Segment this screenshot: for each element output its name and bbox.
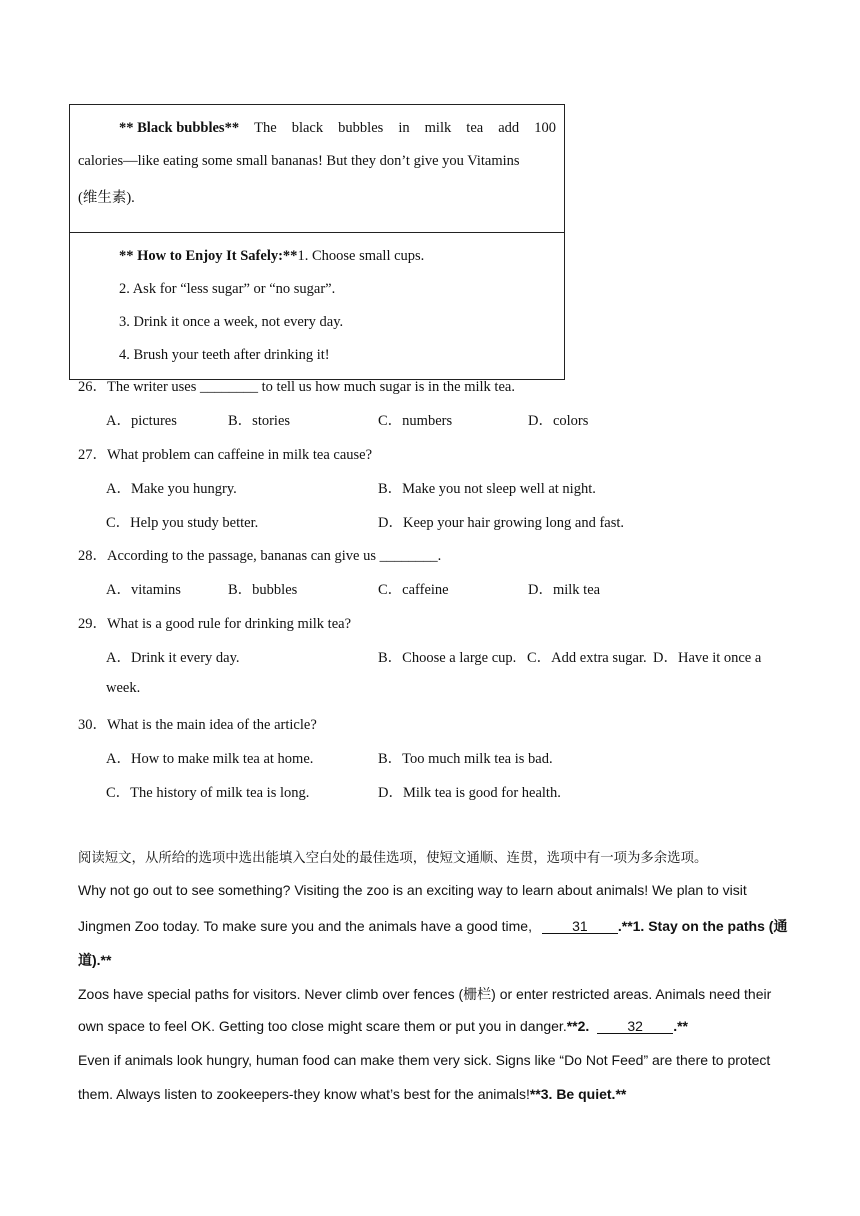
q29-option-c: C．Add extra sugar. [527,650,647,666]
q28-option-c: C．caffeine [378,582,449,598]
blank-32: 32 [597,1019,673,1034]
tip-1: 1. Choose small cups. [297,248,425,264]
question-27: 27．What problem can caffeine in milk tea cause? [78,447,373,463]
q26-option-c: C．numbers [378,413,453,429]
p1-line1 [78,120,556,137]
q29-option-b: B．Choose a large cup. [378,650,517,666]
blank-31: 31 [542,919,618,934]
q27-option-a: A．Make you hungry. [106,481,237,497]
q30-option-a: A．How to make milk tea at home. [106,751,314,767]
p1-word: tea [466,120,484,136]
q28-option-d: D．milk tea [528,582,601,598]
q29-option-d-cont: week. [106,680,141,696]
q30-option-c: C．The history of milk tea is long. [106,785,310,801]
heading-3: **3. Be quiet.** [529,1086,627,1102]
tip-4: 4. Brush your teeth after drinking it! [119,347,330,363]
q26-option-d: D．colors [528,413,589,429]
q27-option-d: D．Keep your hair growing long and fast. [378,515,625,531]
p1-word: 100 [534,120,556,136]
question-29: 29．What is a good rule for drinking milk tea? [78,616,352,632]
passage-line-2 [78,916,787,936]
passage-line-4: Zoos have special paths for visitors. Never climb over fences (栅栏) or enter restricted areas. Animals need their [78,986,772,1002]
heading-1: .**1. Stay on the paths (通 [617,918,788,934]
q29-option-a: A．Drink it every day. [106,650,240,666]
p2-line1 [78,248,556,265]
question-30: 30．What is the main idea of the article? [78,717,317,733]
section-instruction: 阅读短文，从所给的选项中选出能填入空白处的最佳选项，使短文通顺、连贯，选项中有一项为多余选项。 [78,851,708,866]
heading-2-end: .** [673,1018,688,1034]
p1-word: bubbles [338,120,384,136]
p1-word: add [498,120,520,136]
p1-word: milk [424,120,452,136]
passage-line-1: Why not go out to see something? Visiting the zoo is an exciting way to learn about animals! We plan to visit [78,882,747,898]
passage-line-7-text: them. Always listen to zookeepers-they know what’s best for the animals! [78,1086,530,1102]
heading-1-cont: 道).** [78,952,112,968]
q29-option-d: D．Have it once a [653,650,762,666]
q27-option-b: B．Make you not sleep well at night. [378,481,596,497]
q28-option-a: A．vitamins [106,582,181,598]
q28-option-b: B．bubbles [228,582,298,598]
question-26: 26．The writer uses ________ to tell us how much sugar is in the milk tea. [78,379,515,395]
q26-option-a: A．pictures [106,413,177,429]
black-bubbles-cell [70,120,564,232]
p1-line2: calories—like eating some small bananas! But they don’t give you Vitamins [78,153,520,169]
p1-word: black [291,120,324,136]
q27-option-c: C．Help you study better. [106,515,259,531]
tip-3: 3. Drink it once a week, not every day. [119,314,344,330]
p2-heading: ** How to Enjoy It Safely:** [119,248,298,264]
passage-line-5 [78,1018,688,1034]
heading-2-label: **2. [566,1018,590,1034]
q30-option-d: D．Milk tea is good for health. [378,785,561,801]
passage-line-2-text: Jingmen Zoo today. To make sure you and the animals have a good time, [78,918,532,934]
question-28: 28．According to the passage, bananas can give us ________. [78,548,442,564]
p1-line3: (维生素). [78,190,135,206]
passage-line-3 [78,950,111,970]
passage-line-6: Even if animals look hungry, human food can make them very sick. Signs like “Do Not Feed” are there to protect [78,1052,771,1068]
passage-line-7 [78,1086,626,1102]
p1-heading: ** Black bubbles** [119,120,240,136]
tip-2: 2. Ask for “less sugar” or “no sugar”. [119,281,336,297]
safety-tips-cell [70,232,564,379]
p1-word: The [254,120,277,136]
passage-box [69,104,565,380]
passage-line-5-text: own space to feel OK. Getting too close might scare them or put you in danger. [78,1018,567,1034]
q26-option-b: B．stories [228,413,291,429]
q30-option-b: B．Too much milk tea is bad. [378,751,553,767]
p1-word: in [398,120,410,136]
